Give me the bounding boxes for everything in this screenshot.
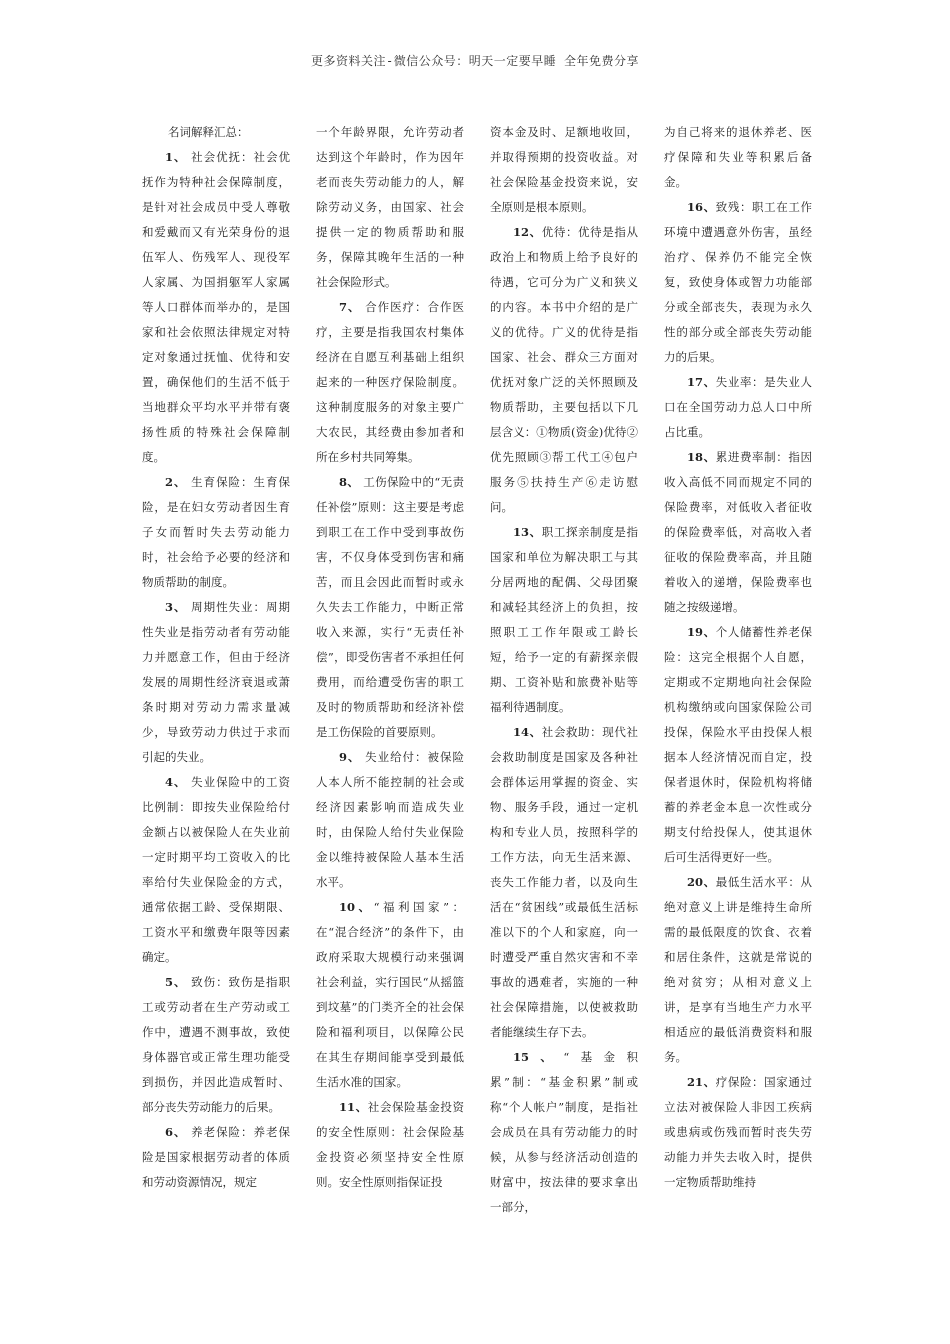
term-number: 15、 [513, 1050, 564, 1064]
term-paragraph [142, 595, 290, 770]
term-number: 19、 [687, 625, 716, 639]
paragraph-text: 养老保险：养老保险是国家根据劳动者的体质和劳动资源情况，规定 [142, 1125, 290, 1189]
term-number: 14、 [513, 725, 542, 739]
text-column-2 [316, 120, 464, 1195]
paragraph-text: 失业保险中的工资比例制：即按失业保险给付金额占以被保险人在失业前一定时期平均工资收入的比率给付失业保险金的方式，通常依据工龄、受保期限、工资水平和缴费年限等因素确定。 [142, 775, 290, 964]
term-number: 5、 [165, 975, 187, 989]
paragraph-text: 个人储蓄性养老保险：这完全根据个人自愿，定期或不定期地向社会保险机构缴纳或向国家保险公司投保，保险水平由投保人根据本人经济情况而自定，投保者退休时，保险机构将储蓄的养老金本息一次性或分期支付给投保人，使其退休后可生活得更好一些。 [664, 625, 812, 864]
term-number: 17、 [687, 375, 716, 389]
continued-paragraph [316, 120, 464, 295]
paragraph-text: 周期性失业：周期性失业是指劳动者有劳动能力并愿意工作，但由于经济发展的周期性经济衰退或萧条时期对劳动力需求量减少，导致劳动力供过于求而引起的失业。 [142, 600, 290, 764]
paragraph-text: 一个年龄界限，允许劳动者达到这个年龄时，作为因年老而丧失劳动能力的人，解除劳动义务，由国家、社会提供一定的物质帮助和服务，保障其晚年生活的一种社会保险形式。 [316, 125, 464, 289]
paragraph-text: 累进费率制：指因收入高低不同而规定不同的保险费率，对低收入者征收的保险费率低，对高收入者征收的保险费率高，并且随着收入的递增，保险费率也随之按级递增。 [664, 450, 812, 614]
term-number: 12、 [513, 225, 542, 239]
term-paragraph [664, 620, 812, 870]
term-number: 3、 [165, 600, 187, 614]
term-paragraph [142, 470, 290, 595]
term-paragraph [142, 970, 290, 1120]
term-number: 10、 [339, 900, 374, 914]
term-paragraph [490, 520, 638, 720]
term-number: 1、 [165, 150, 187, 164]
text-column-3 [490, 120, 638, 1220]
term-paragraph [316, 895, 464, 1095]
term-number: 13、 [513, 525, 542, 539]
section-heading [142, 120, 290, 145]
term-number: 2、 [165, 475, 187, 489]
page-header: 更多资料关注-微信公众号：明天一定要早睡 全年免费分享 [311, 54, 639, 68]
continued-paragraph [490, 120, 638, 220]
term-number: 6、 [165, 1125, 187, 1139]
term-paragraph [316, 470, 464, 745]
text-column-4 [664, 120, 812, 1195]
term-number: 7、 [339, 300, 361, 314]
continued-paragraph [664, 120, 812, 195]
term-paragraph [664, 870, 812, 1070]
term-paragraph [316, 745, 464, 895]
term-paragraph [316, 1095, 464, 1195]
term-number: 11、 [339, 1100, 368, 1114]
term-number: 21、 [687, 1075, 716, 1089]
paragraph-text: 疗保险：国家通过立法对被保险人非因工疾病或患病或伤残而暂时丧失劳动能力并失去收入时，提供一定物质帮助维持 [664, 1075, 812, 1189]
paragraph-text: 为自己将来的退休养老、医疗保障和失业等积累后备金。 [664, 125, 812, 189]
paragraph-text: 社会优抚：社会优抚作为特种社会保障制度，是针对社会成员中受人尊敬和爱戴而又有光荣身份的退伍军人、伤残军人、现役军人家属、为国捐躯军人家属等人口群体而举办的，是国家和社会依照法律规定对特定对象通过抚恤、优待和安置，确保他们的生活不低于当地群众平均水平并带有褒扬性质的特殊社会保障制度。 [142, 150, 290, 464]
paragraph-text: 生育保险：生育保险，是在妇女劳动者因生育子女而暂时失去劳动能力时，社会给予必要的经济和物质帮助的制度。 [142, 475, 290, 589]
term-number: 8、 [339, 475, 360, 489]
paragraph-text: “基金积累”制：“基金积累”制或称“个人帐户”制度，是指社会成员在具有劳动能力的时候，从参与经济活动创造的财富中，按法律的要求拿出一部分， [490, 1050, 638, 1214]
paragraph-text: 失业率：是失业人口在全国劳动力总人口中所占比重。 [664, 375, 812, 439]
paragraph-text: 职工探亲制度是指国家和单位为解决职工与其分居两地的配偶、父母团聚和减轻其经济上的负担，按照职工工作年限或工龄长短，给予一定的有薪探亲假期、工资补贴和旅费补贴等福利待遇制度。 [490, 525, 638, 714]
paragraph-text: 失业给付：被保险人本人所不能控制的社会或经济因素影响而造成失业时，由保险人给付失业保险金以维持被保险人基本生活水平。 [316, 750, 464, 889]
paragraph-text: 优待：优待是指从政治上和物质上给予良好的待遇，它可分为广义和狭义的内容。本书中介绍的是广义的优待。广义的优待是指国家、社会、群众三方面对优抚对象广泛的关怀照顾及物质帮助，主要包括以下几层含义：①物质(资金)优待②优先照顾③帮工代工④包户服务⑤扶持生产⑥走访慰问。 [490, 225, 638, 514]
term-number: 20、 [687, 875, 716, 889]
paragraph-text: 社会救助：现代社会救助制度是国家及各种社会群体运用掌握的资金、实物、服务手段，通过一定机构和专业人员，按照科学的工作方法，向无生活来源、丧失工作能力者，以及向生活在“贫困线”或最低生活标准以下的个人和家庭，向一时遭受严重自然灾害和不幸事故的遇难者，实施的一种社会保障措施，以使被救助者能继续生存下去。 [490, 725, 638, 1039]
paragraph-text: 社会保险基金投资的安全性原则：社会保险基金投资必须坚持安全性原则。安全性原则指保证投 [316, 1100, 464, 1189]
term-paragraph [664, 370, 812, 445]
paragraph-text: 合作医疗：合作医疗，主要是指我国农村集体经济在自愿互利基础上组织起来的一种医疗保险制度。这种制度服务的对象主要广大农民，其经费由参加者和所在乡村共同筹集。 [316, 300, 464, 464]
term-paragraph [490, 1045, 638, 1220]
term-number: 4、 [165, 775, 187, 789]
term-paragraph [142, 145, 290, 470]
paragraph-text: 工伤保险中的“无责任补偿”原则：这主要是考虑到职工在工作中受到事故伤害，不仅身体受到伤害和痛苦，而且会因此而暂时或永久失去工作能力，中断正常收入来源，实行“无责任补偿”，即受伤害者不承担任何费用，而给遭受伤害的职工及时的物质帮助和经济补偿是工伤保险的首要原则。 [316, 475, 464, 739]
term-paragraph [490, 220, 638, 520]
paragraph-text: 致残：职工在工作环境中遭遇意外伤害，虽经治疗、保养仍不能完全恢复，致使身体或智力功能部分或全部丧失，表现为永久性的部分或全部丧失劳动能力的后果。 [664, 200, 812, 364]
term-number: 18、 [687, 450, 716, 464]
paragraph-text: 资本金及时、足额地收回，并取得预期的投资收益。对社会保险基金投资来说，安全原则是根本原则。 [490, 125, 638, 214]
paragraph-text: “福利国家”：在“混合经济”的条件下，由政府采取大规模行动来强调社会利益，实行国民“从摇篮到坟墓”的门类齐全的社会保险和福利项目，以保障公民在其生存期间能享受到最低生活水准的国家。 [316, 900, 464, 1089]
term-number: 9、 [339, 750, 361, 764]
paragraph-text: 名词解释汇总： [168, 125, 249, 139]
term-paragraph [490, 720, 638, 1045]
term-paragraph [664, 1070, 812, 1195]
term-paragraph [142, 1120, 290, 1195]
paragraph-text: 最低生活水平：从绝对意义上讲是维持生命所需的最低限度的饮食、衣着和居住条件，这就是常说的绝对贫穷；从相对意义上讲，是享有当地生产力水平相适应的最低消费资料和服务。 [664, 875, 812, 1064]
term-paragraph [142, 770, 290, 970]
term-paragraph [316, 295, 464, 470]
term-number: 16、 [687, 200, 716, 214]
term-paragraph [664, 195, 812, 370]
term-paragraph [664, 445, 812, 620]
paragraph-text: 致伤：致伤是指职工或劳动者在生产劳动或工作中，遭遇不测事故，致使身体器官或正常生理功能受到损伤，并因此造成暂时、部分丧失劳动能力的后果。 [142, 975, 290, 1114]
text-column-1 [142, 120, 290, 1195]
